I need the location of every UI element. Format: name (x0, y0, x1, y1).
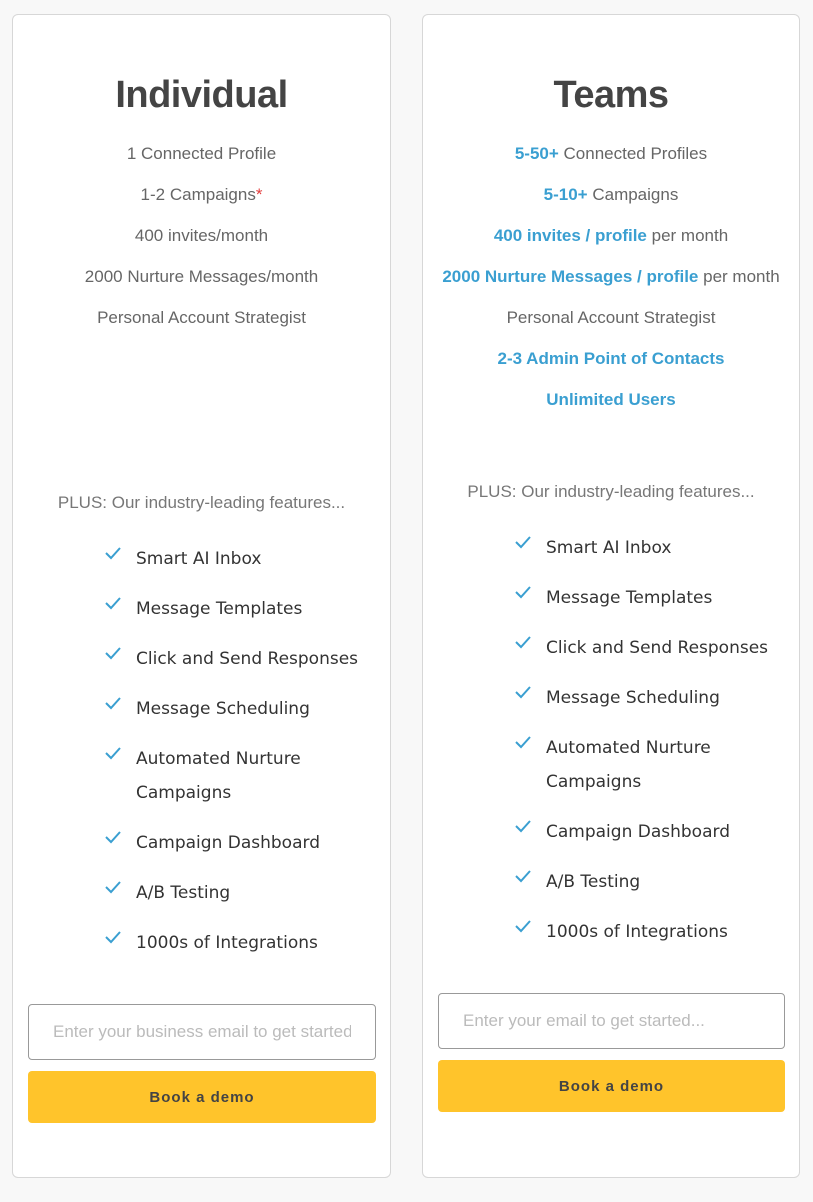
check-icon (104, 694, 122, 712)
spec-nurture-text: per month (698, 267, 780, 286)
feature-label: 1000s of Integrations (546, 922, 728, 942)
feature-item (423, 681, 799, 715)
plus-features-heading: PLUS: Our industry-leading features... (57, 493, 346, 512)
plan-specs (423, 139, 799, 426)
spec-profiles-text: Connected Profiles (558, 144, 708, 163)
feature-item (423, 731, 799, 799)
feature-item (423, 531, 799, 565)
plan-title: Teams (553, 74, 669, 116)
business-email-input[interactable] (28, 1004, 376, 1060)
check-icon (104, 878, 122, 896)
feature-label: Message Scheduling (136, 699, 310, 719)
check-icon (104, 828, 122, 846)
feature-label: Campaign Dashboard (136, 833, 320, 853)
feature-label: Smart AI Inbox (136, 549, 262, 569)
plan-title: Individual (115, 74, 288, 116)
spec-admin-contacts: 2-3 Admin Point of Contacts (497, 349, 725, 368)
spec-strategist: Personal Account Strategist (97, 308, 306, 327)
check-icon (514, 533, 532, 551)
spec-profiles: 1 Connected Profile (126, 144, 277, 163)
feature-item (13, 542, 390, 576)
book-demo-button[interactable]: Book a demo (28, 1071, 376, 1123)
feature-item (13, 826, 390, 860)
feature-label: Click and Send Responses (136, 649, 359, 669)
check-icon (514, 683, 532, 701)
spec-campaigns (423, 180, 799, 210)
feature-item (423, 581, 799, 615)
feature-item (13, 692, 390, 726)
feature-item (423, 815, 799, 849)
check-icon (104, 644, 122, 662)
feature-item (13, 876, 390, 910)
feature-label: Automated Nurture Campaigns (546, 738, 711, 792)
asterisk-mark: * (255, 185, 263, 204)
feature-list (13, 542, 390, 976)
spec-invites (423, 221, 799, 251)
spec-invites-text: per month (646, 226, 729, 245)
feature-label: 1000s of Integrations (136, 933, 318, 953)
check-icon (514, 817, 532, 835)
spec-profiles-highlight: 5-50+ (514, 144, 559, 163)
feature-item (13, 926, 390, 960)
check-icon (104, 928, 122, 946)
feature-item (423, 915, 799, 949)
plan-card-teams (422, 14, 800, 1178)
feature-label: A/B Testing (136, 883, 231, 903)
email-input[interactable] (438, 993, 785, 1049)
feature-label: Click and Send Responses (546, 638, 769, 658)
spec-campaigns-text: Campaigns (587, 185, 679, 204)
spec-unlimited-users: Unlimited Users (546, 390, 676, 409)
spec-campaigns-text: 1-2 Campaigns (140, 185, 256, 204)
check-icon (514, 917, 532, 935)
feature-label: Smart AI Inbox (546, 538, 672, 558)
spec-nurture: 2000 Nurture Messages/month (84, 267, 319, 286)
check-icon (514, 733, 532, 751)
check-icon (514, 633, 532, 651)
check-icon (104, 594, 122, 612)
feature-item (423, 865, 799, 899)
spec-nurture (423, 262, 799, 292)
feature-label: A/B Testing (546, 872, 641, 892)
check-icon (104, 544, 122, 562)
plan-card-individual (12, 14, 391, 1178)
feature-item (13, 592, 390, 626)
spec-profiles (423, 139, 799, 169)
feature-label: Message Templates (546, 588, 713, 608)
feature-list (423, 531, 799, 965)
spec-campaigns-highlight: 5-10+ (543, 185, 588, 204)
feature-label: Message Scheduling (546, 688, 720, 708)
feature-label: Message Templates (136, 599, 303, 619)
feature-item (423, 631, 799, 665)
spec-invites: 400 invites/month (134, 226, 269, 245)
spec-nurture-highlight: 2000 Nurture Messages / profile (442, 267, 699, 286)
feature-label: Campaign Dashboard (546, 822, 730, 842)
feature-item (13, 642, 390, 676)
check-icon (514, 867, 532, 885)
plan-specs (13, 139, 390, 344)
feature-item (13, 742, 390, 810)
spec-invites-highlight: 400 invites / profile (493, 226, 647, 245)
spec-strategist: Personal Account Strategist (506, 308, 716, 327)
feature-label: Automated Nurture Campaigns (136, 749, 301, 803)
plus-features-heading: PLUS: Our industry-leading features... (467, 482, 755, 501)
book-demo-button[interactable]: Book a demo (438, 1060, 785, 1112)
check-icon (514, 583, 532, 601)
spec-campaigns (13, 180, 390, 210)
check-icon (104, 744, 122, 762)
